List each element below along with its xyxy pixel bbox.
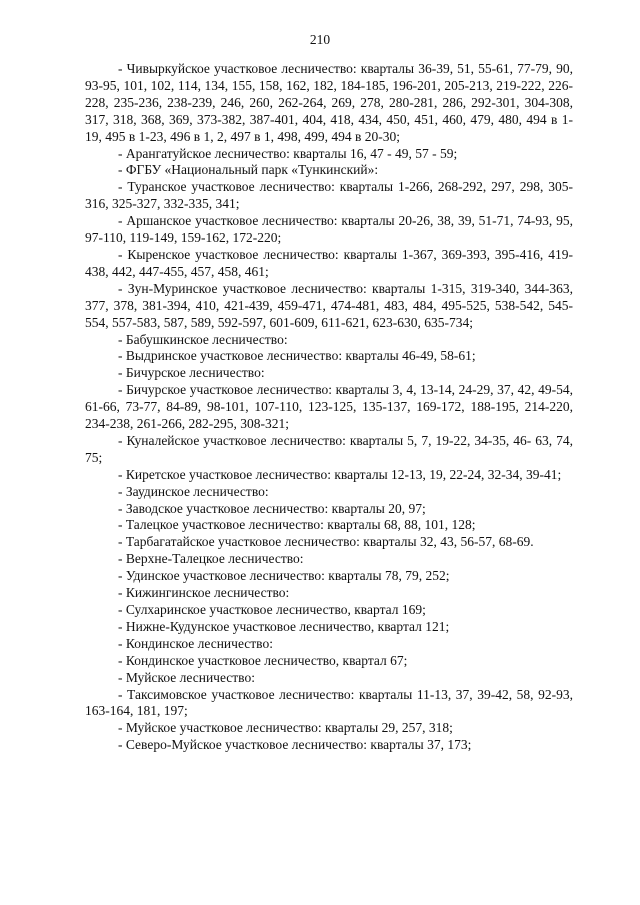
paragraph-arshanskoe: - Аршанское участковое лесничество: кварталы 20-26, 38, 39, 51-71, 74-93, 95, 97-110, 119-149, 159-162, 172-220; <box>85 213 573 246</box>
paragraph-udinskoe: - Удинское участковое лесничество: кварталы 78, 79, 252; <box>118 568 450 584</box>
paragraph-muiskoe-district: - Муйское участковое лесничество: кварталы 29, 257, 318; <box>118 720 453 736</box>
paragraph-kondinskoe-forestry: - Кондинское лесничество: <box>118 635 273 651</box>
paragraph-zavodskoe: - Заводское участковое лесничество: кварталы 20, 97; <box>118 500 426 516</box>
paragraph-verkhne-taletskoe: - Верхне-Талецкое лесничество: <box>118 551 304 567</box>
paragraph-bichurskoe-district: - Бичурское участковое лесничество: кварталы 3, 4, 13-14, 24-29, 37, 42, 49-54, 61-66, 73-77, 84-89, 98-101, 107-110, 123-125, 135-137, 169-172, 188-195, 214-220, 234-238, 261-266, 282-295, 308-321; <box>85 382 573 432</box>
paragraph-arangatuiskoe: - Арангатуйское лесничество: кварталы 16, 47 - 49, 57 - 59; <box>118 145 458 161</box>
paragraph-vydrinskoe: - Выдринское участковое лесничество: кварталы 46-49, 58-61; <box>118 348 476 364</box>
paragraph-sulkharinskoe: - Сулхаринское участковое лесничество, квартал 169; <box>118 602 426 617</box>
paragraph-kizhinginskoe: - Кижингинское лесничество: <box>118 585 290 601</box>
paragraph-kondinskoe-district: - Кондинское участковое лесничество, квартал 67; <box>118 652 408 668</box>
paragraph-tarbagataiskoe: - Тарбагатайское участковое лесничество: кварталы 32, 43, 56-57, 68-69. <box>118 534 534 550</box>
paragraph-kunaleiskoe: - Куналейское участковое лесничество: кварталы 5, 7, 19-22, 34-35, 46- 63, 74, 75; <box>85 432 573 465</box>
paragraph-nizhne-kudunskoe: - Нижне-Кудунское участковое лесничество, квартал 121; <box>118 618 450 634</box>
paragraph-zun-murinskoe: - Зун-Муринское участковое лесничество: кварталы 1-315, 319-340, 344-363, 377, 378, 381-394, 410, 421-439, 459-471, 474-481, 483, 484, 495-525, 538-542, 545-554, 557-583, 587, 589, 592-597, 601-609, 611-621, 623-630, 635-734; <box>85 280 573 330</box>
page-number: 210 <box>309 32 331 47</box>
paragraph-bichurskoe-forestry: - Бичурское лесничество: <box>118 365 265 381</box>
paragraph-park-tunkinsky: - ФГБУ «Национальный парк «Тункинский»: <box>118 162 379 178</box>
paragraph-kiretskoe: - Киретское участковое лесничество: кварталы 12-13, 19, 22-24, 32-34, 39-41; <box>118 466 562 482</box>
paragraph-chivyrkuiskoe: - Чивыркуйское участковое лесничество: кварталы 36-39, 51, 55-61, 77-79, 90, 93-95, 101, 102, 114, 134, 155, 158, 162, 182, 184-185, 196-201, 205-213, 219-222, 226-228, 235-236, 238-239, 246, 260, 262-264, 269, 278, 280-281, 286, 292-301, 304-308, 317, 318, 368, 369, 373-382, 387-401, 404, 418, 434, 450, 451, 460, 479, 480, 494 в 1-19, 495 в 1-23, 496 в 1, 2, 497 в 1, 498, 499, 494 в 20-30; <box>85 61 573 144</box>
paragraph-taksimovskoe: - Таксимовское участковое лесничество: кварталы 11-13, 37, 39-42, 58, 92-93, 163-164, 181, 197; <box>85 686 573 719</box>
document-body <box>85 61 573 754</box>
paragraph-taletskoe: - Талецкое участковое лесничество: кварталы 68, 88, 101, 128; <box>118 517 476 533</box>
paragraph-zaudinskoe: - Заудинское лесничество: <box>118 483 269 499</box>
paragraph-turanskoe: - Туранское участковое лесничество: кварталы 1-266, 268-292, 297, 298, 305-316, 325-327, 332-335, 341; <box>85 179 573 212</box>
paragraph-babushkinskoe: - Бабушкинское лесничество: <box>118 331 288 347</box>
paragraph-muiskoe-forestry: - Муйское лесничество: <box>118 669 255 685</box>
paragraph-kyrenskoe: - Кыренское участковое лесничество: кварталы 1-367, 369-393, 395-416, 419-438, 442, 447-455, 457, 458, 461; <box>85 246 573 279</box>
paragraph-severo-muiskoe: - Северо-Муйское участковое лесничество: кварталы 37, 173; <box>118 737 472 753</box>
